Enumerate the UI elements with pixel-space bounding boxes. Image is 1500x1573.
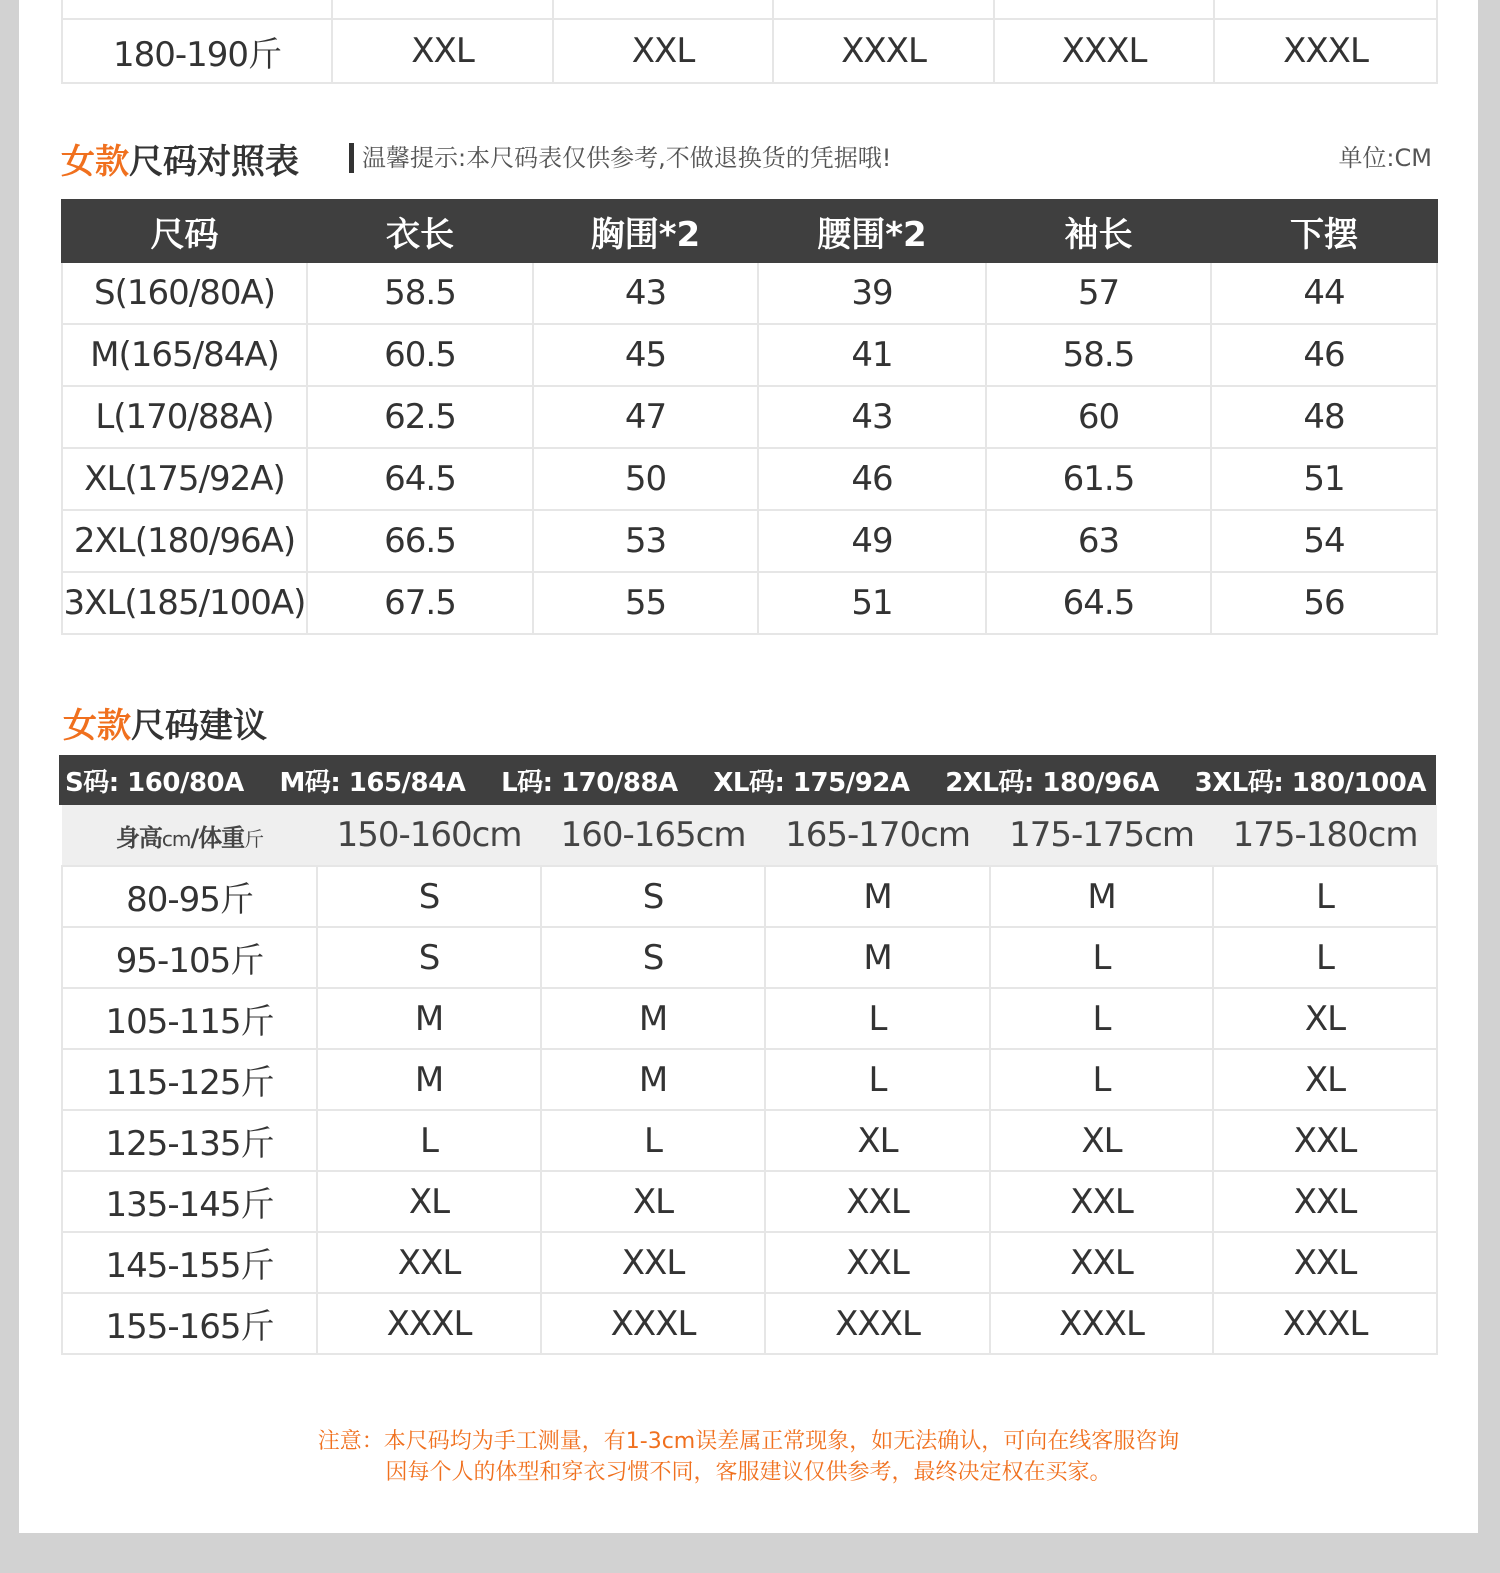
height-header: 165-170cm	[765, 805, 990, 866]
table-cell: 66.5	[307, 510, 533, 572]
size-cell: XXL	[317, 1232, 541, 1293]
tip-text: 温馨提示:本尺码表仅供参考,不做退换货的凭据哦!	[349, 143, 891, 173]
size-cell: L	[990, 927, 1213, 988]
column-header: 腰围*2	[758, 200, 986, 262]
height-header: 150-160cm	[317, 805, 541, 866]
size-chart-title	[61, 134, 299, 183]
size-cell: L	[765, 1049, 990, 1110]
unit-label: 单位:CM	[1338, 144, 1432, 172]
table-cell: 46	[758, 448, 986, 510]
size-cell: M	[317, 988, 541, 1049]
size-reference: XL码: 175/92A	[713, 767, 910, 798]
table-cell: 64.5	[986, 572, 1211, 634]
size-reference: 3XL码: 180/100A	[1194, 767, 1426, 798]
size-cell: XXXL	[990, 1293, 1213, 1354]
table-row	[62, 1171, 1437, 1232]
corner-header: 身高cm/体重斤	[62, 805, 317, 866]
table-cell: S(160/80A)	[62, 262, 307, 324]
table-cell: 58.5	[986, 324, 1211, 386]
column-header: 尺码	[62, 200, 307, 262]
previous-size-table	[61, 0, 1438, 84]
table-cell: 67.5	[307, 572, 533, 634]
size-cell: L	[765, 988, 990, 1049]
size-cell: XL	[1213, 1049, 1437, 1110]
table-cell: 51	[1211, 448, 1437, 510]
table-cell: 39	[758, 262, 986, 324]
table-cell: 58.5	[307, 262, 533, 324]
size-cell: S	[317, 866, 541, 927]
table-cell: 3XL(185/100A)	[62, 572, 307, 634]
table-cell: 54	[1211, 510, 1437, 572]
column-header: 衣长	[307, 200, 533, 262]
size-cell: M	[541, 1049, 765, 1110]
table-cell: M(165/84A)	[62, 324, 307, 386]
size-reference: 2XL码: 180/96A	[945, 767, 1159, 798]
size-cell: XXXL	[541, 1293, 765, 1354]
table-header-row	[62, 200, 1437, 262]
title-rest: 尺码建议	[131, 706, 267, 746]
size-cell: M	[317, 1049, 541, 1110]
table-row	[62, 1232, 1437, 1293]
table-cell: 44	[1211, 262, 1437, 324]
table-cell: 62.5	[307, 386, 533, 448]
size-cell: M	[990, 866, 1213, 927]
table-cell: 51	[758, 572, 986, 634]
size-cell: S	[541, 866, 765, 927]
table-cell: 46	[1211, 324, 1437, 386]
table-row	[62, 386, 1437, 448]
weight-cell: 155-165斤	[62, 1293, 317, 1354]
size-reference: M码: 165/84A	[279, 767, 466, 798]
note-line: 因每个人的体型和穿衣习惯不同，客服建议仅供参考，最终决定权在买家。	[385, 1460, 1112, 1485]
table-row	[62, 1293, 1437, 1354]
size-reference: S码: 160/80A	[65, 767, 244, 798]
size-cell: XXL	[990, 1171, 1213, 1232]
size-cell: S	[317, 927, 541, 988]
size-cell: XXL	[990, 1232, 1213, 1293]
size-cell: XXL	[765, 1171, 990, 1232]
table-cell: 55	[533, 572, 758, 634]
height-header: 175-175cm	[990, 805, 1213, 866]
size-cell: L	[990, 988, 1213, 1049]
size-reference-strip	[59, 755, 1436, 805]
weight-cell: 115-125斤	[62, 1049, 317, 1110]
table-row	[62, 19, 1437, 83]
size-cell: XXXL	[1214, 19, 1437, 83]
size-guide-page	[19, 0, 1478, 1533]
size-cell: M	[765, 927, 990, 988]
size-cell: XXXL	[994, 19, 1214, 83]
size-cell: L	[1213, 866, 1437, 927]
column-header: 下摆	[1211, 200, 1437, 262]
size-recommendation-table	[61, 805, 1438, 1355]
table-row	[62, 510, 1437, 572]
table-cell: 45	[533, 324, 758, 386]
size-cell: XXL	[541, 1232, 765, 1293]
size-cell: L	[541, 1110, 765, 1171]
table-cell: 60.5	[307, 324, 533, 386]
size-cell: XXXL	[773, 19, 994, 83]
table-row	[62, 866, 1437, 927]
size-cell: XL	[1213, 988, 1437, 1049]
table-cell: 47	[533, 386, 758, 448]
table-cell: 61.5	[986, 448, 1211, 510]
table-cell: L(170/88A)	[62, 386, 307, 448]
table-cell: 57	[986, 262, 1211, 324]
size-cell: L	[990, 1049, 1213, 1110]
table-cell: 43	[533, 262, 758, 324]
title-highlight: 女款	[61, 142, 129, 182]
table-row	[62, 262, 1437, 324]
column-header: 胸围*2	[533, 200, 758, 262]
table-row	[62, 1110, 1437, 1171]
size-cell: XXL	[553, 19, 773, 83]
table-cell: XL(175/92A)	[62, 448, 307, 510]
note-line: 注意：本尺码均为手工测量，有1-3cm误差属正常现象，如无法确认，可向在线客服咨询	[317, 1429, 1180, 1454]
size-recommendation-title	[63, 698, 267, 747]
height-header: 160-165cm	[541, 805, 765, 866]
table-row	[62, 1049, 1437, 1110]
size-cell: M	[541, 988, 765, 1049]
title-rest: 尺码对照表	[129, 142, 299, 182]
size-cell: L	[1213, 927, 1437, 988]
size-cell: L	[317, 1110, 541, 1171]
size-cell: XXL	[1213, 1171, 1437, 1232]
table-row	[62, 988, 1437, 1049]
height-header-row	[62, 805, 1437, 866]
table-cell: 48	[1211, 386, 1437, 448]
size-cell: XL	[990, 1110, 1213, 1171]
weight-cell: 145-155斤	[62, 1232, 317, 1293]
table-cell: 56	[1211, 572, 1437, 634]
table-cell: 2XL(180/96A)	[62, 510, 307, 572]
size-cell: XL	[317, 1171, 541, 1232]
size-cell: XL	[541, 1171, 765, 1232]
table-cell: 63	[986, 510, 1211, 572]
size-cell: XXL	[332, 19, 553, 83]
size-cell: XXL	[1213, 1110, 1437, 1171]
table-cell: 49	[758, 510, 986, 572]
size-cell: XXL	[1213, 1232, 1437, 1293]
table-cell: 60	[986, 386, 1211, 448]
size-cell: XXL	[765, 1232, 990, 1293]
size-cell: S	[541, 927, 765, 988]
table-row	[62, 572, 1437, 634]
table-cell: 64.5	[307, 448, 533, 510]
column-header: 袖长	[986, 200, 1211, 262]
height-header: 175-180cm	[1213, 805, 1437, 866]
title-highlight: 女款	[63, 706, 131, 746]
table-cell: 43	[758, 386, 986, 448]
size-cell: XXXL	[317, 1293, 541, 1354]
table-cell: 53	[533, 510, 758, 572]
weight-cell: 125-135斤	[62, 1110, 317, 1171]
size-chart-table	[61, 199, 1438, 635]
table-row	[62, 448, 1437, 510]
table-cell: 41	[758, 324, 986, 386]
table-cell: 50	[533, 448, 758, 510]
table-row	[62, 927, 1437, 988]
weight-cell: 135-145斤	[62, 1171, 317, 1232]
size-cell: M	[765, 866, 990, 927]
size-cell: XXXL	[1213, 1293, 1437, 1354]
weight-cell: 105-115斤	[62, 988, 317, 1049]
weight-cell: 95-105斤	[62, 927, 317, 988]
size-reference: L码: 170/88A	[501, 767, 678, 798]
weight-cell: 180-190斤	[62, 19, 332, 83]
weight-cell: 80-95斤	[62, 866, 317, 927]
size-cell: XXXL	[765, 1293, 990, 1354]
size-cell: XL	[765, 1110, 990, 1171]
table-row	[62, 324, 1437, 386]
